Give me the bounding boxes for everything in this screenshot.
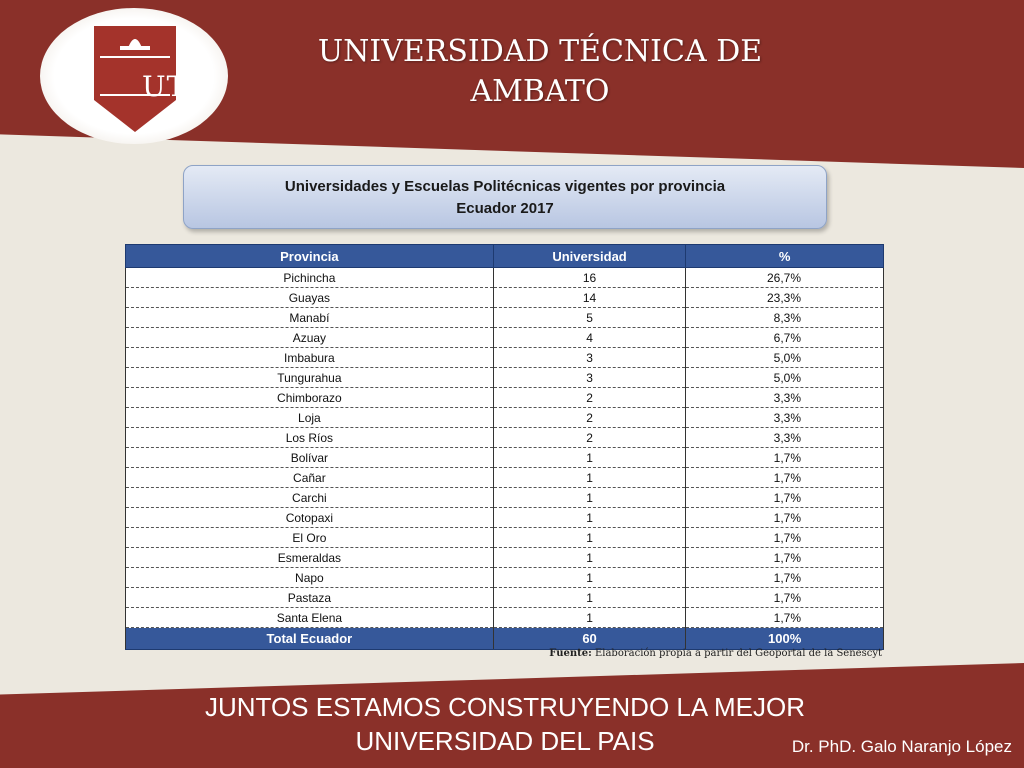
cell-porcentaje: 1,7% (686, 448, 884, 468)
table-row (126, 328, 884, 348)
universities-table (125, 244, 884, 650)
cell-provincia: Guayas (126, 288, 494, 308)
table-row (126, 348, 884, 368)
university-logo (40, 8, 228, 144)
cell-universidad: 2 (493, 428, 686, 448)
cell-provincia: Esmeraldas (126, 548, 494, 568)
cell-porcentaje: 5,0% (686, 368, 884, 388)
table-header-row (126, 245, 884, 268)
cell-porcentaje: 1,7% (686, 488, 884, 508)
table-total-row (126, 628, 884, 650)
cell-universidad: 1 (493, 508, 686, 528)
total-porcentaje: 100% (686, 628, 884, 650)
table-row (126, 508, 884, 528)
cell-porcentaje: 3,3% (686, 428, 884, 448)
cell-universidad: 3 (493, 368, 686, 388)
table-row (126, 288, 884, 308)
cell-universidad: 2 (493, 408, 686, 428)
cell-porcentaje: 23,3% (686, 288, 884, 308)
cell-universidad: 4 (493, 328, 686, 348)
cell-provincia: Pastaza (126, 588, 494, 608)
cell-porcentaje: 6,7% (686, 328, 884, 348)
cell-porcentaje: 3,3% (686, 388, 884, 408)
cell-porcentaje: 1,7% (686, 588, 884, 608)
cell-provincia: Azuay (126, 328, 494, 348)
table-row (126, 488, 884, 508)
header-provincia: Provincia (126, 245, 494, 268)
cell-universidad: 2 (493, 388, 686, 408)
slogan (150, 690, 860, 758)
source-label: Fuente: (549, 648, 592, 659)
cell-universidad: 16 (493, 268, 686, 288)
table-row (126, 408, 884, 428)
total-universidad: 60 (493, 628, 686, 650)
cell-universidad: 1 (493, 488, 686, 508)
cell-porcentaje: 8,3% (686, 308, 884, 328)
table-row (126, 468, 884, 488)
cell-porcentaje: 1,7% (686, 548, 884, 568)
cell-provincia: Los Ríos (126, 428, 494, 448)
cell-provincia: Cotopaxi (126, 508, 494, 528)
cell-provincia: Bolívar (126, 448, 494, 468)
cell-provincia: Santa Elena (126, 608, 494, 628)
table-row (126, 428, 884, 448)
source-text: Elaboración propia a partir del Geoportal de la Senescyt (591, 648, 882, 659)
table-row (126, 368, 884, 388)
table-row (126, 548, 884, 568)
table-row (126, 388, 884, 408)
title-line-2: AMBATO (470, 74, 610, 109)
slogan-line-2: UNIVERSIDAD DEL PAIS (355, 726, 655, 756)
table-row (126, 608, 884, 628)
cell-universidad: 1 (493, 528, 686, 548)
cell-provincia: Tungurahua (126, 368, 494, 388)
cell-universidad: 1 (493, 468, 686, 488)
cell-porcentaje: 1,7% (686, 608, 884, 628)
cell-porcentaje: 1,7% (686, 528, 884, 548)
cell-provincia: Manabí (126, 308, 494, 328)
cell-provincia: Napo (126, 568, 494, 588)
table-title-line-2: Ecuador 2017 (456, 200, 554, 217)
total-label: Total Ecuador (126, 628, 494, 650)
source-note (420, 648, 882, 659)
header-universidad: Universidad (493, 245, 686, 268)
table-row (126, 448, 884, 468)
cell-porcentaje: 1,7% (686, 468, 884, 488)
table-row (126, 308, 884, 328)
table-row (126, 268, 884, 288)
university-title (260, 32, 820, 112)
cell-universidad: 1 (493, 588, 686, 608)
cell-porcentaje: 3,3% (686, 408, 884, 428)
title-line-1: UNIVERSIDAD TÉCNICA DE (317, 34, 763, 69)
cell-porcentaje: 26,7% (686, 268, 884, 288)
cell-universidad: 1 (493, 568, 686, 588)
cell-porcentaje: 1,7% (686, 508, 884, 528)
table-row (126, 528, 884, 548)
cell-universidad: 1 (493, 448, 686, 468)
author-name: Dr. PhD. Galo Naranjo López (791, 737, 1012, 756)
cell-universidad: 1 (493, 548, 686, 568)
cell-provincia: Chimborazo (126, 388, 494, 408)
cell-porcentaje: 1,7% (686, 568, 884, 588)
cell-universidad: 3 (493, 348, 686, 368)
cell-porcentaje: 5,0% (686, 348, 884, 368)
cell-universidad: 14 (493, 288, 686, 308)
logo-text: UTA (142, 70, 206, 103)
cell-provincia: Cañar (126, 468, 494, 488)
header-porcentaje: % (686, 245, 884, 268)
cell-provincia: Pichincha (126, 268, 494, 288)
table-row (126, 568, 884, 588)
slogan-line-1: JUNTOS ESTAMOS CONSTRUYENDO LA MEJOR (204, 692, 805, 722)
cell-provincia: Loja (126, 408, 494, 428)
cell-universidad: 5 (493, 308, 686, 328)
cell-provincia: El Oro (126, 528, 494, 548)
cell-universidad: 1 (493, 608, 686, 628)
table-title-line-1: Universidades y Escuelas Politécnicas vigentes por provincia (284, 178, 726, 195)
table-title-box (183, 165, 827, 229)
cell-provincia: Carchi (126, 488, 494, 508)
cell-provincia: Imbabura (126, 348, 494, 368)
table-row (126, 588, 884, 608)
